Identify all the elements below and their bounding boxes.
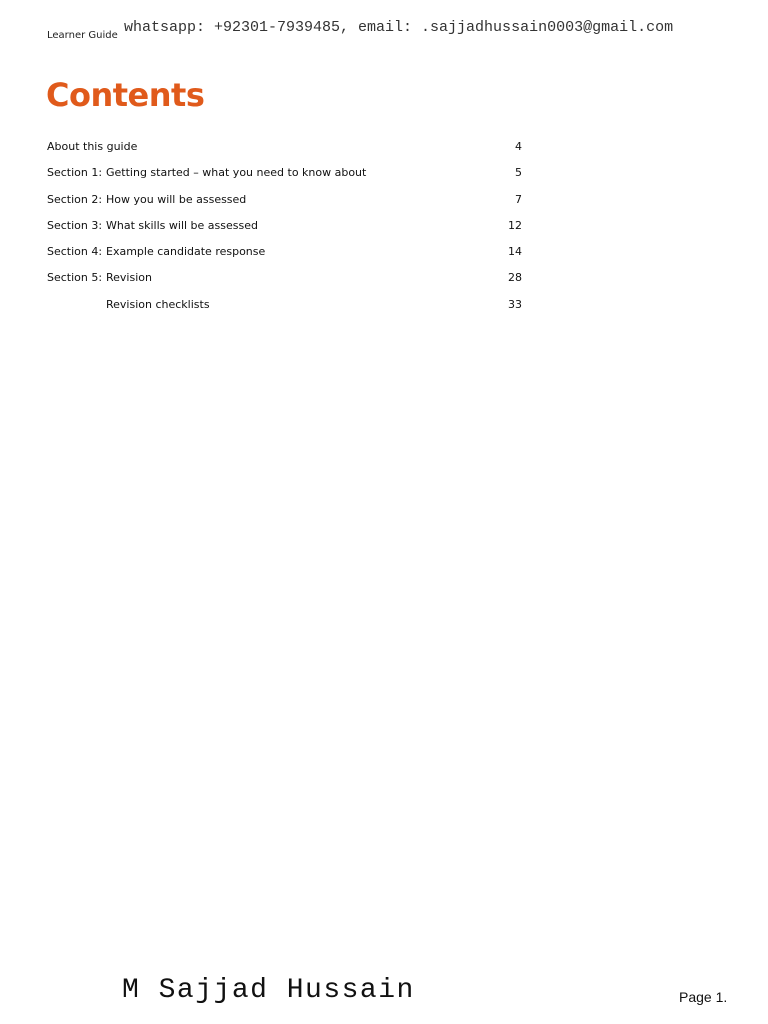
toc-entry-label: How you will be assessed xyxy=(106,192,247,206)
toc-entry-page: 7 xyxy=(515,192,522,206)
toc-entry-label: Revision checklists xyxy=(106,297,210,311)
toc-entry-label: Example candidate response xyxy=(106,245,266,259)
toc-entry[interactable] xyxy=(47,269,522,295)
toc-entry-label: About this guide xyxy=(47,140,138,153)
toc-entry-section: Section 3: xyxy=(47,218,103,232)
toc-entry[interactable] xyxy=(47,296,522,322)
toc-entry-section: Section 4: xyxy=(47,245,103,259)
toc-entry-page: 14 xyxy=(508,245,522,259)
toc-entry-section: Section 5: xyxy=(47,271,103,285)
toc-entry[interactable] xyxy=(47,164,522,190)
toc-entry-label: What skills will be assessed xyxy=(106,218,258,232)
toc-entry[interactable] xyxy=(47,243,522,269)
running-header: Learner Guide xyxy=(47,30,118,41)
toc-entry[interactable] xyxy=(47,138,522,164)
toc-entry-section: Section 1: xyxy=(47,166,103,180)
toc-entry-page: 33 xyxy=(508,297,522,311)
toc-entry-page: 5 xyxy=(515,166,522,180)
toc-entry-label: Revision xyxy=(106,271,152,285)
contact-info: whatsapp: +92301-7939485, email: .sajjadhussain0003@gmail.com xyxy=(124,19,674,36)
toc-entry-page: 4 xyxy=(515,140,522,153)
toc-entry[interactable] xyxy=(47,217,522,243)
toc-entry-page: 12 xyxy=(508,218,522,232)
toc-entry[interactable] xyxy=(47,191,522,217)
toc-entry-label: Getting started – what you need to know about xyxy=(106,166,367,180)
table-of-contents xyxy=(47,138,522,322)
author-name: M Sajjad Hussain xyxy=(122,975,415,1006)
page-number: Page 1. xyxy=(679,989,728,1005)
toc-entry-section: Section 2: xyxy=(47,192,103,206)
toc-entry-page: 28 xyxy=(508,271,522,285)
page-title: Contents xyxy=(46,76,205,114)
